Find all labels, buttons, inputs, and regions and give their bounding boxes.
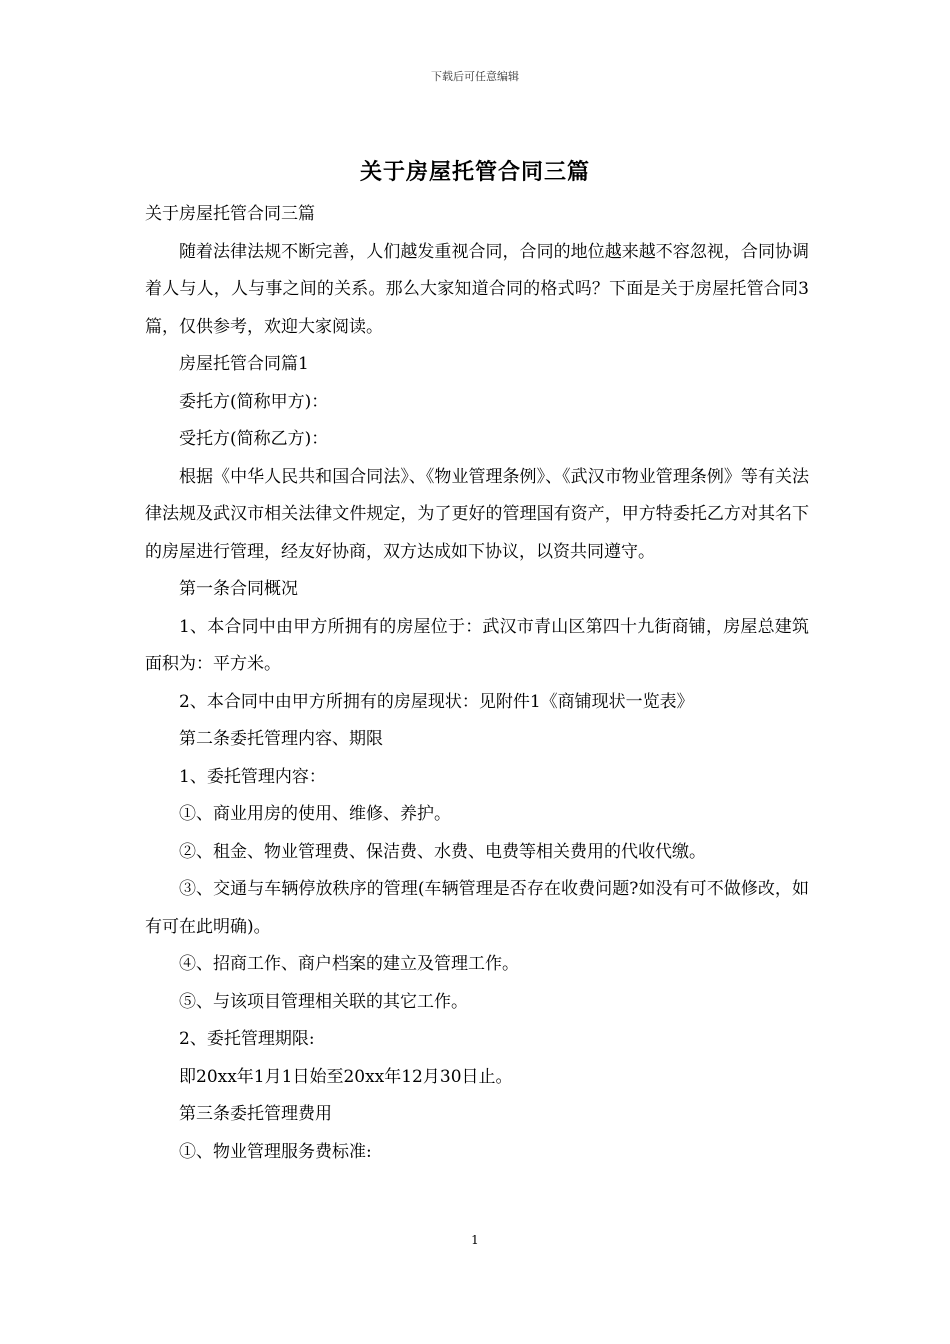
paragraph: 随着法律法规不断完善，人们越发重视合同，合同的地位越来越不容忽视，合同协调着人与人，人与事之间的关系。那么大家知道合同的格式吗？下面是关于房屋托管合同3篇，仅供参考，欢迎大家阅读。 xyxy=(145,241,809,337)
paragraph: 第三条委托管理费用 xyxy=(179,1104,332,1124)
paragraph: 2、本合同中由甲方所拥有的房屋现状：见附件1《商铺现状一览表》 xyxy=(179,691,694,712)
paragraph: 第一条合同概况 xyxy=(179,579,298,599)
paragraph: 房屋托管合同篇1 xyxy=(179,354,309,374)
paragraph: 1、本合同中由甲方所拥有的房屋位于：武汉市青山区第四十九街商铺，房屋总建筑面积为：平方米。 xyxy=(145,616,809,674)
paragraph: 委托方(简称甲方)： xyxy=(179,391,329,412)
paragraph: 2、委托管理期限: xyxy=(179,1029,315,1049)
paragraph: 根据《中华人民共和国合同法》、《物业管理条例》、《武汉市物业管理条例》等有关法律法规及武汉市相关法律文件规定，为了更好的管理国有资产，甲方特委托乙方对其名下的房屋进行管理，经友好协商，双方达成如下协议，以资共同遵守。 xyxy=(145,466,809,562)
document-title: 关于房屋托管合同三篇 xyxy=(359,159,590,185)
paragraph: ①、物业管理服务费标准: xyxy=(179,1141,372,1162)
page-header-note: 下载后可任意编辑 xyxy=(431,70,519,83)
paragraph: 第二条委托管理内容、期限 xyxy=(179,729,383,749)
paragraph: 即20xx年1月1日始至20xx年12月30日止。 xyxy=(179,1066,513,1087)
paragraph: ③、交通与车辆停放秩序的管理(车辆管理是否存在收费问题?如没有可不做修改，如有可在此明确)。 xyxy=(145,879,809,937)
page-number: 1 xyxy=(471,1233,479,1247)
paragraph: 1、委托管理内容： xyxy=(179,766,326,787)
document-body xyxy=(145,196,809,1171)
paragraph: 关于房屋托管合同三篇 xyxy=(145,204,315,224)
paragraph: ②、租金、物业管理费、保洁费、水费、电费等相关费用的代收代缴。 xyxy=(179,841,706,862)
paragraph: ①、商业用房的使用、维修、养护。 xyxy=(179,804,451,824)
paragraph: ④、招商工作、商户档案的建立及管理工作。 xyxy=(179,954,519,974)
paragraph: 受托方(简称乙方)： xyxy=(179,429,329,449)
paragraph: ⑤、与该项目管理相关联的其它工作。 xyxy=(179,991,468,1012)
